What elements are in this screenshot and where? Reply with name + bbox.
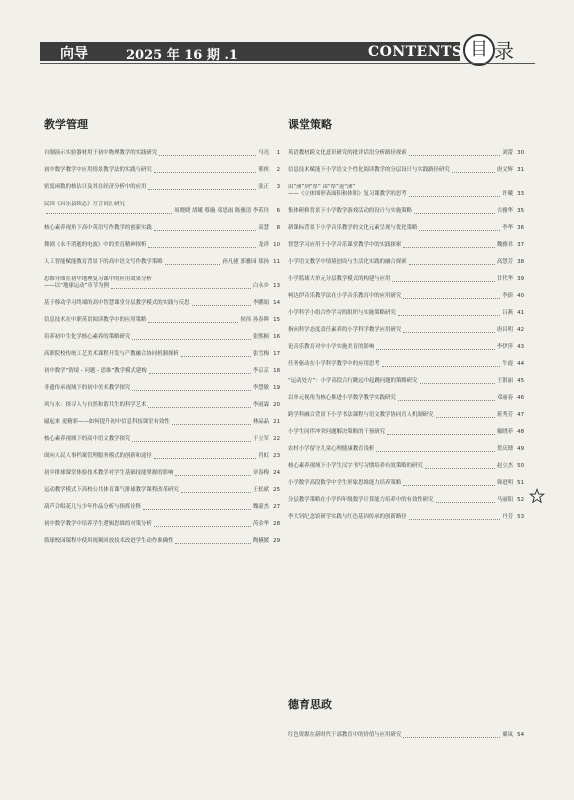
toc-entry[interactable] [288,412,524,419]
entry-title: 自制演示实验器材用于初中物理教学的实践研究 [44,150,158,156]
entry-author: 张熙桐 [252,334,269,340]
entry-line [44,300,280,307]
entry-line [44,521,280,528]
entry-line [288,344,524,351]
entry-page: 23 [273,453,280,459]
entry-author: 韩进明 [496,480,513,486]
toc-entry[interactable] [288,242,524,249]
toc-entry[interactable] [288,327,524,334]
leader-dots [175,475,250,476]
toc-entry[interactable] [44,276,280,290]
entry-title: 英语教材跨文化意识研究的批评话语分析路径探索 [288,150,407,156]
leader-dots [436,417,495,418]
entry-author: 白永乡 [252,283,269,289]
entry-title: 基于移动学习终端的高中智慧课堂分层教学模式的实践与反思 [44,300,190,306]
entry-page: 47 [517,412,524,418]
entry-line [44,317,280,324]
entry-title: 小学生同伴冲突问题解决策略的干预研究 [288,429,386,435]
entry-line [44,538,280,545]
entry-author: 李蔚 [502,293,513,299]
leader-dots [175,543,250,544]
title-char-mu: 目 [463,34,495,66]
leader-dots [154,458,256,459]
entry-title: 初中排球课堂体验技术教学对学生基础技能掌握的影响 [44,470,174,476]
entry-page: 48 [517,429,524,435]
entry-title: 篮球校园课程中使用视频回放技术改进学生动作准确性 [44,538,174,544]
entry-line [44,259,280,266]
entry-title: 民国《昌乐县续志》方言词汇研究 [44,201,125,207]
entry-line [288,497,524,504]
toc-entry[interactable] [44,402,280,409]
toc-entry[interactable] [44,259,280,266]
leader-dots [148,407,250,408]
toc-entry[interactable] [288,732,524,739]
entry-title: 葫芦合唱花儿与少年作品分析与指挥诠释 [44,504,142,510]
entry-title: 风与水：探寻人与自然和谐共生的科学艺术 [44,402,147,408]
entry-page: 8 [276,225,280,231]
entry-page: 52 [517,497,524,503]
entry-line [44,351,280,358]
entry-title: 由“薄”到“厚” 由“厚”返“薄” [288,184,356,190]
entry-page: 54 [517,732,524,738]
entry-author: 李慧敏 [252,385,269,391]
entry-page: 43 [517,344,524,350]
entry-title: 小学篮球大单元分层教学模式的构建与应用 [288,276,391,282]
entry-author: 周晓晓 胡曦 蔡璇 邓思雨 陈雅清 李若玲 [174,208,269,214]
entry-page: 18 [273,368,280,374]
entry-author: 牛霞 [502,361,513,367]
entry-page: 29 [273,538,280,544]
entry-author: 章春梅 [252,470,269,476]
entry-title: 分层教学策略在小学四年级数学计算能力培养中的有效性研究 [288,497,434,503]
entry-page: 38 [517,259,524,265]
entry-author: 孙凡捷 郭雅园 郑扬 [222,259,269,265]
entry-page: 25 [273,487,280,493]
toc-column-moral [288,732,524,749]
star-outline-icon [529,488,545,504]
toc-entry[interactable] [288,497,524,504]
entry-page: 30 [517,150,524,156]
toc-entry[interactable] [288,150,524,157]
entry-line [288,412,524,419]
entry-author: 魏雅君 [496,242,513,248]
leader-dots [154,172,256,173]
leader-dots [409,155,501,156]
section-title-classroom-strategy: 课堂策略 [288,118,332,131]
entry-author: 肖虹 [258,453,269,459]
entry-page: 39 [517,276,524,282]
entry-title: 核心素养视域下的高中语文教学探究 [44,436,131,442]
entry-page: 49 [517,446,524,452]
entry-line [44,242,280,249]
leader-dots [403,485,495,486]
entry-title: 论音乐教育对中小学实施美育的影响 [288,344,375,350]
entry-line [288,208,524,215]
entry-line [288,293,524,300]
entry-title: 李大钊纪念馆研学实践与红色基因传承的创新路径 [288,514,407,520]
leader-dots [409,196,501,197]
entry-title: 非遗传承视域下的初中美术教学探究 [44,385,131,391]
entry-page: 35 [517,208,524,214]
toc-entry[interactable] [288,514,524,521]
entry-line [44,504,280,511]
entry-page: 21 [273,419,280,425]
entry-line [288,395,524,402]
entry-title: 小学数学高段数学中学生形象思维能力培养策略 [288,480,402,486]
toc-entry[interactable] [44,300,280,307]
issue-number: 2025 年 16 期 .1 [126,48,238,63]
toc-entry[interactable] [44,201,280,215]
toc-entry[interactable] [288,429,524,436]
leader-dots [149,373,251,374]
leader-dots [376,451,495,452]
entry-author: 林晶晶 [252,419,269,425]
toc-entry[interactable] [288,395,524,402]
entry-line [44,167,280,174]
entry-author: 粟岚 [502,732,513,738]
leader-dots [148,189,256,190]
entry-title: 信息技术赋能下小学语文个性化阅读教学的分层设计与实践路径研究 [288,167,450,173]
entry-title: “运动处方”：小学高段合行跳远中起跳问题的策略研究 [288,378,418,384]
entry-page: 1 [276,150,280,156]
toc-entry[interactable] [288,208,524,215]
leader-dots [172,424,251,425]
entry-page: 27 [273,504,280,510]
leader-dots [425,468,495,469]
toc-entry[interactable] [44,385,280,392]
entry-author: 戴晓菲 [496,429,513,435]
entry-line [288,361,524,368]
entry-title: 小学科学小组合作学习的组织与实施策略研究 [288,310,396,316]
title-char-lu: 录 [494,39,514,63]
entry-page: 16 [273,334,280,340]
toc-entry[interactable] [44,453,280,460]
leader-dots [159,155,256,156]
entry-title: 红色资源在新时代干部教育中的价值与应用研究 [288,732,402,738]
entry-author: 芮金华 [252,521,269,527]
entry-page: 31 [517,167,524,173]
leader-dots [420,383,495,384]
toc-entry[interactable] [44,504,280,511]
entry-author: 李鹏娟 [252,300,269,306]
entry-line [44,225,280,232]
entry-author: 李华 [502,225,513,231]
entry-author: 魏豪杰 [252,504,269,510]
entry-title: 核心素养视域下小学生汉字书写习惯培养有效策略的研究 [288,463,423,469]
entry-page: 6 [276,208,280,214]
entry-page: 28 [273,521,280,527]
toc-column-right [288,150,524,531]
entry-title: 初中数学教学中应用情景教学法的实践与研究 [44,167,152,173]
entry-page: 19 [273,385,280,391]
entry-author: 马丽阳 [496,497,513,503]
entry-line [288,732,524,739]
toc-entry[interactable] [44,225,280,232]
leader-dots [436,502,495,503]
toc-entry[interactable] [44,436,280,443]
leader-dots [132,441,251,442]
entry-title: 舞剧《永不消逝的电波》中的美育精神探析 [44,242,147,248]
entry-page: 41 [517,310,524,316]
entry-author: 李伊萍 [496,344,513,350]
entry-page: 46 [517,395,524,401]
header-banner [40,42,463,63]
entry-title: 人工智能赋能教育背景下的高中语文写作教学策略 [44,259,163,265]
toc-entry[interactable] [288,378,524,385]
toc-entry[interactable] [288,310,524,317]
entry-line [44,453,280,460]
leader-dots [419,230,500,231]
toc-entry[interactable] [44,368,280,375]
entry-author: 高慧 [258,225,269,231]
toc-entry[interactable] [288,361,524,368]
entry-page: 51 [517,480,524,486]
entry-page: 42 [517,327,524,333]
toc-entry[interactable] [44,334,280,341]
entry-page: 22 [273,436,280,442]
entry-line [288,446,524,453]
entry-author: 张雪梅 [252,351,269,357]
entry-title: 密度函数的核估计及其在经济分析中的应用 [44,184,147,190]
entry-title: 初中数学教学中培养学生逻辑思维的对策分析 [44,521,152,527]
leader-dots [382,366,501,367]
toc-entry[interactable] [44,150,280,157]
toc-entry[interactable] [44,351,280,358]
leader-dots [154,526,251,527]
journal-name: 向导 [60,46,88,62]
header-rule [40,63,535,64]
toc-entry[interactable] [288,463,524,470]
entry-subtitle: ——《立体图形表面积和体积》复习课教学的思考 [288,191,407,197]
entry-author: 吉雅华 [496,208,513,214]
toc-entry[interactable] [44,184,280,191]
entry-title: 柯达伊音乐教学法在小学音乐教育中的应用研究 [288,293,402,299]
entry-line [288,463,524,470]
toc-entry[interactable] [44,419,280,426]
entry-line [288,167,524,174]
leader-dots [192,305,251,306]
entry-page: 15 [273,317,280,323]
entry-title: 初中数学“情境 - 问题 - 思维”教学模式建构 [44,368,147,374]
entry-page: 3 [276,184,280,190]
entry-line [288,429,524,436]
leader-dots [111,288,251,289]
entry-title: 以单元视角为核心推进小学数学教学实践研究 [288,395,396,401]
leader-dots [376,349,495,350]
entry-line [288,310,524,317]
toc-entry[interactable] [288,344,524,351]
entry-title: 磁起来 更精彩——如何提升初中信息科技课堂有效性 [44,419,170,425]
entry-author: 贺庆锺 [496,446,513,452]
section-title-teaching-management: 教学管理 [44,118,88,131]
leader-dots [181,356,251,357]
toc-entry[interactable] [44,487,280,494]
entry-line [44,334,280,341]
leader-dots [403,737,500,738]
leader-dots [181,492,251,493]
entry-author: 唐文辉 [496,167,513,173]
entry-author: 刘蕾 [502,150,513,156]
entry-author: 唐昌明 [496,327,513,333]
leader-dots [409,519,501,520]
toc-entry[interactable] [288,276,524,283]
toc-entry[interactable] [288,446,524,453]
leader-dots [398,400,495,401]
leader-dots [403,247,495,248]
entry-page: 50 [517,463,524,469]
entry-line [44,470,280,477]
entry-title: 运动教学模式下高校公共体育课气排球教学课程改革研究 [44,487,179,493]
entry-author: 丹芳 [502,514,513,520]
entry-author: 陶嬿媛 [252,538,269,544]
entry-title: 任务驱动在小学科学教学中的应用思考 [288,361,380,367]
entry-page: 2 [276,167,280,173]
entry-line [288,242,524,249]
entry-author: 蒋秀芳 [496,412,513,418]
leader-dots [452,172,495,173]
entry-title: 面向人民人事档案管理服务模式的创新和途径 [44,453,152,459]
entry-author: 李雨霖 [252,402,269,408]
entry-title: 集体研修背景下小学数学游戏活动的设计与实施策略 [288,208,412,214]
entry-author: 龙祥 [258,242,269,248]
toc-entry[interactable] [288,167,524,174]
entry-page: 44 [517,361,524,367]
entry-page: 10 [273,242,280,248]
leader-dots [165,264,221,265]
leader-dots [148,247,256,248]
leader-dots [132,339,251,340]
leader-dots [46,213,172,214]
entry-title: 信息技术在中职英语阅读教学中的应用策略 [44,317,147,323]
entry-author: 邢侠 [258,167,269,173]
entry-line [288,150,524,157]
entry-author: 王松斌 [252,487,269,493]
section-title-moral-education: 德育思政 [288,698,332,711]
entry-line [288,378,524,385]
toc-entry[interactable] [288,259,524,266]
toc-entry[interactable] [44,242,280,249]
entry-title: 指向科学态度责任素养的小学科学教学应用研究 [288,327,402,333]
entry-page: 36 [517,225,524,231]
leader-dots [154,230,256,231]
entry-author: 于立军 [252,436,269,442]
entry-line [44,283,280,290]
entry-line [44,436,280,443]
entry-line [44,368,280,375]
entry-line [44,385,280,392]
entry-author: 赵立杰 [496,463,513,469]
toc-entry[interactable] [288,225,524,232]
entry-line [288,514,524,521]
entry-author: 甘代华 [496,276,513,282]
toc-entry[interactable] [44,538,280,545]
entry-page: 53 [517,514,524,520]
leader-dots [132,390,251,391]
entry-line [288,276,524,283]
entry-author: 马亮 [258,150,269,156]
leader-dots [403,332,495,333]
entry-page: 20 [273,402,280,408]
entry-author: 侯伟 孙春晖 [240,317,269,323]
leader-dots [387,434,495,435]
entry-line [288,259,524,266]
entry-page: 45 [517,378,524,384]
leader-dots [409,264,495,265]
entry-line [288,225,524,232]
leader-dots [414,213,495,214]
entry-line [44,208,280,215]
entry-line [288,327,524,334]
entry-page: 17 [273,351,280,357]
entry-page: 24 [273,470,280,476]
entry-line [44,402,280,409]
entry-line [44,419,280,426]
entry-title: 核心素养视角下高中英语写作教学的创新实践 [44,225,152,231]
entry-author: 邓丽春 [496,395,513,401]
entry-title: 思维导图在初中地理复习课中的应用效果分析 [44,276,152,282]
entry-line [44,150,280,157]
entry-page: 37 [517,242,524,248]
entry-page: 14 [273,300,280,306]
entry-page: 11 [273,259,280,265]
toc-entry[interactable] [288,184,524,198]
toc-entry[interactable] [44,521,280,528]
entry-line [44,487,280,494]
toc-entry[interactable] [288,480,524,487]
entry-author: 张正 [258,184,269,190]
entry-line [288,480,524,487]
contents-label: CONTENTS [368,44,463,60]
entry-title: 新课标背景下小学音乐教学的文化元素呈现与优化策略 [288,225,418,231]
toc-entry[interactable] [288,293,524,300]
entry-subtitle: ——以“地球运动”章节为例 [44,283,109,289]
entry-title: 小学语文教学中情境创设与生活化实践的融合探索 [288,259,407,265]
entry-author: 吕燕 [502,310,513,316]
entry-author: 李京京 [252,368,269,374]
entry-title: 高职院校传统工艺美术课程开发与产教融合协同机制探析 [44,351,179,357]
entry-author: 高慧芳 [496,259,513,265]
toc-entry[interactable] [44,470,280,477]
entry-author: 王银丽 [496,378,513,384]
entry-title: 培养初中生化学核心素养的策略研究 [44,334,131,340]
leader-dots [398,315,500,316]
entry-page: 33 [517,191,524,197]
leader-dots [148,322,238,323]
entry-author: 许曦 [502,191,513,197]
toc-entry[interactable] [44,167,280,174]
entry-line [288,191,524,198]
entry-page: 40 [517,293,524,299]
toc-column-left [44,150,280,555]
entry-title: 跨学科融合背景下小学书法课程与语文教学协同育人机制研究 [288,412,434,418]
leader-dots [392,281,494,282]
leader-dots [403,298,500,299]
entry-line [44,184,280,191]
toc-entry[interactable] [44,317,280,324]
leader-dots [143,509,251,510]
entry-page: 13 [273,283,280,289]
entry-title: 农村小学留守儿童心理健康教育浅析 [288,446,375,452]
entry-title: 智慧学习应用于小学音乐课堂教学中的实践探索 [288,242,402,248]
